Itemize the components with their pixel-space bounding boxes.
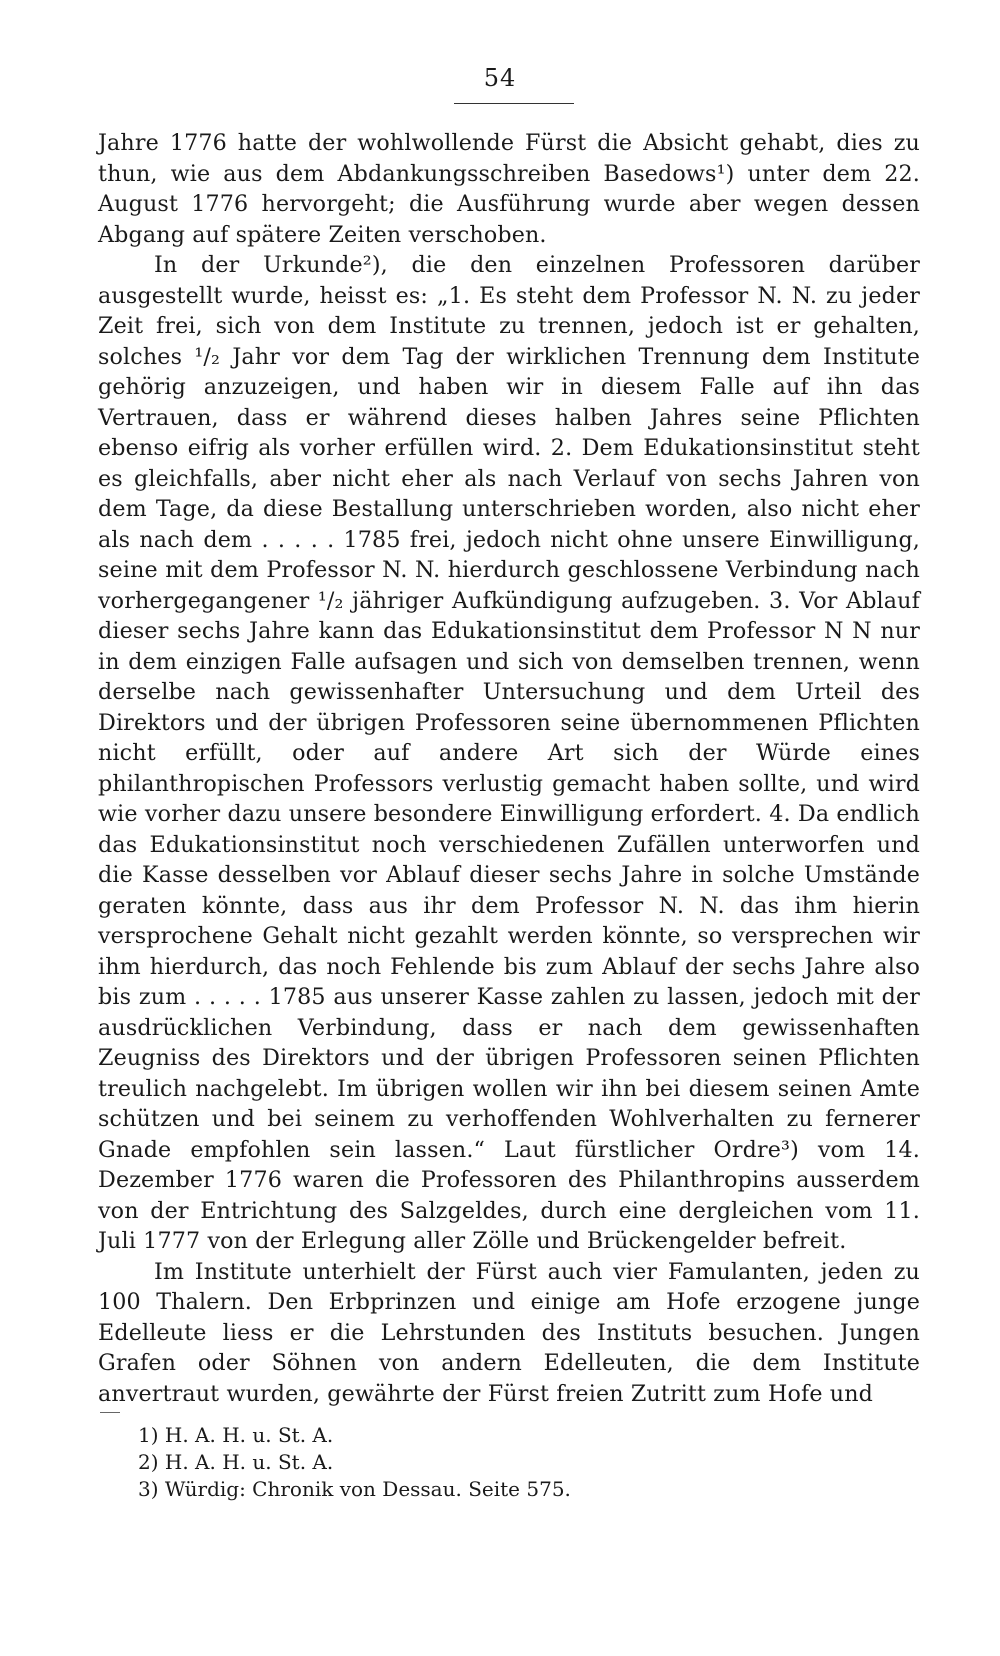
- footnote-2: 2) H. A. H. u. St. A.: [138, 1450, 334, 1474]
- paragraph-1: Jahre 1776 hatte der wohlwollende Fürst die Absicht gehabt, dies zu thun, wie aus dem Abdankungsschreiben Basedows¹) unter dem 22. August 1776 hervorgeht; die Ausführung wurde aber wegen dessen Abgang auf spätere Zeiten verschoben.: [98, 130, 920, 248]
- footnote-rule: [100, 1412, 120, 1413]
- body-text: [98, 128, 920, 1409]
- header-rule: [454, 103, 574, 104]
- footnote-1: 1) H. A. H. u. St. A.: [138, 1423, 334, 1447]
- page-number: 54: [483, 64, 517, 92]
- footnotes: [138, 1422, 838, 1503]
- paragraph-3: Im Institute unterhielt der Fürst auch vier Famulanten, jeden zu 100 Thalern. Den Erbprinzen und einige am Hofe erzogene junge Edelleute liess er die Lehrstunden des Instituts besuchen. Jungen Grafen oder Söhnen von andern Edelleuten, die dem Institute anvertraut wurden, gewährte der Fürst freien Zutritt zum Hofe und: [98, 1258, 920, 1407]
- footnote-3: 3) Würdig: Chronik von Dessau. Seite 575.: [138, 1477, 571, 1501]
- paragraph-2: In der Urkunde²), die den einzelnen Professoren darüber ausgestellt wurde, heisst es: „1. Es steht dem Professor N. N. zu jeder Zeit frei, sich von dem Institute zu trennen, jedoch ist er gehalten, solches ¹/₂ Jahr vor dem Tag der wirklichen Trennung dem Institute gehörig anzuzeigen, und haben wir in diesem Falle auf ihn das Vertrauen, dass er während dieses halben Jahres seine Pflichten ebenso eifrig als vorher erfüllen wird. 2. Dem Edukationsinstitut steht es gleichfalls, aber nicht eher als nach Verlauf von sechs Jahren von dem Tage, da diese Bestallung unterschrieben worden, also nicht eher als nach dem . . . . . 1785 frei, jedoch nicht ohne unsere Einwilligung, seine mit dem Professor N. N. hierdurch geschlossene Verbindung nach vorhergegangener ¹/₂ jähriger Aufkündigung aufzugeben. 3. Vor Ablauf dieser sechs Jahre kann das Edukationsinstitut dem Professor N N nur in dem einzigen Falle aufsagen und sich von demselben trennen, wenn derselbe nach gewissenhafter Untersuchung und dem Urteil des Direktors und der übrigen Professoren seine übernommenen Pflichten nicht erfüllt, oder auf andere Art sich der Würde eines philanthropischen Professors verlustig gemacht haben sollte, und wird wie vorher dazu unsere besondere Einwilligung erfordert. 4. Da endlich das Edukationsinstitut noch verschiedenen Zufällen unterworfen und die Kasse desselben vor Ablauf dieser sechs Jahre in solche Umstände geraten könnte, dass aus ihr dem Professor N. N. das ihm hierin versprochene Gehalt nicht gezahlt werden könnte, so versprechen wir ihm hierdurch, das noch Fehlende bis zum Ablauf der sechs Jahre also bis zum . . . . . 1785 aus unserer Kasse zahlen zu lassen, jedoch mit der ausdrücklichen Verbindung, dass er nach dem gewissenhaften Zeugniss des Direktors und der übrigen Professoren seinen Pflichten treulich nachgelebt. Im übrigen wollen wir ihn bei diesem seinen Amte schützen und bei seinem zu verhoffenden Wohlverhalten zu fernerer Gnade empfohlen sein lassen.“ Laut fürstlicher Ordre³) vom 14. Dezember 1776 waren die Professoren des Philanthropins ausserdem von der Entrichtung des Salzgeldes, durch eine dergleichen vom 11. Juli 1777 von der Erlegung aller Zölle und Brückengelder befreit.: [98, 252, 920, 1254]
